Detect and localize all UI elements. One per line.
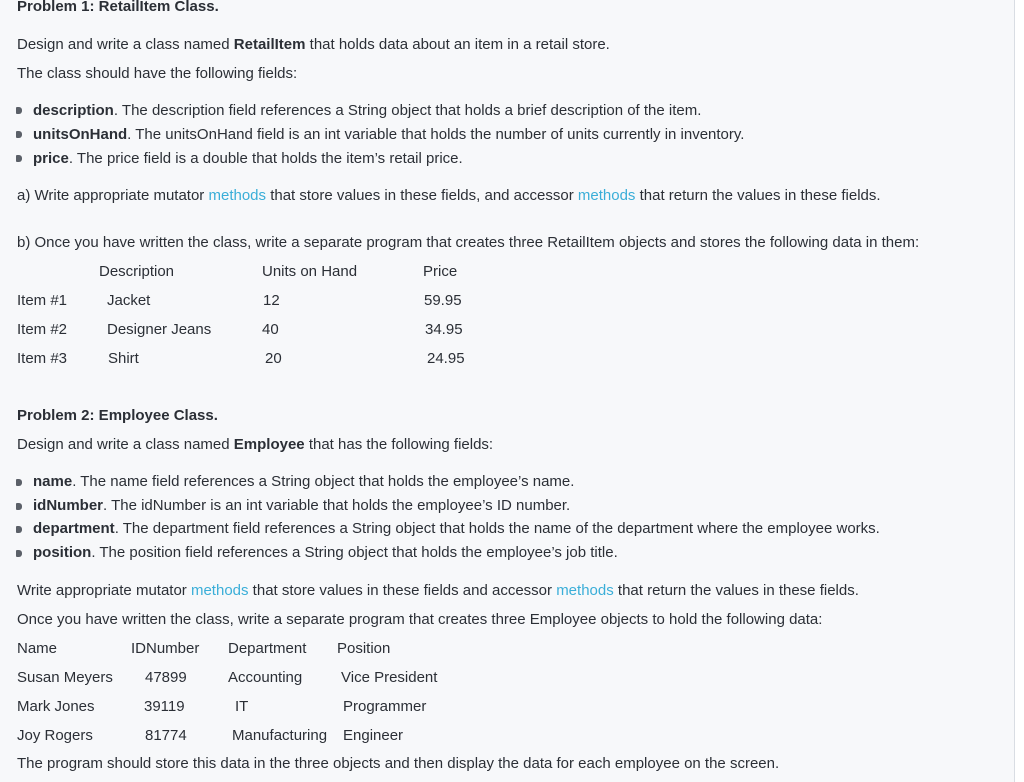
- problem2-intro-text: Design and write a class named: [17, 436, 234, 453]
- bullet-icon: [16, 503, 22, 510]
- table-cell-name: Mark Jones: [17, 698, 95, 715]
- field-text: . The unitsOnHand field is an int variable that holds the number of units currently in inventory.: [127, 126, 745, 143]
- table-cell-position: Programmer: [343, 698, 427, 715]
- methods-line-text: that return the values in these fields.: [613, 582, 859, 599]
- table-cell-price: 34.95: [425, 321, 463, 338]
- problem1-intro-text: Design and write a class named: [17, 36, 234, 53]
- methods-link[interactable]: methods: [556, 582, 614, 599]
- problem2-intro: [17, 435, 493, 455]
- bullet-item-department: [33, 519, 880, 539]
- field-term: position: [33, 544, 92, 561]
- problem1-intro: [17, 35, 610, 55]
- problem1-fields-line: The class should have the following fields:: [17, 65, 298, 82]
- methods-link[interactable]: methods: [208, 187, 267, 204]
- table-cell-department: IT: [235, 698, 249, 715]
- table-header-price: Price: [423, 263, 458, 280]
- part-a-line: [17, 186, 881, 206]
- field-text: . The position field references a String object that holds the employee’s job title.: [91, 544, 618, 561]
- methods-line-text: that store values in these fields and accessor: [248, 582, 557, 599]
- bullet-icon: [16, 131, 22, 138]
- field-term: idNumber: [33, 497, 104, 514]
- methods-line-text: Write appropriate mutator: [17, 582, 191, 599]
- table-cell-id: 81774: [145, 727, 187, 744]
- field-text: . The price field is a double that holds the item’s retail price.: [68, 150, 463, 167]
- field-term: unitsOnHand: [33, 126, 128, 143]
- table-cell-name: Susan Meyers: [17, 669, 113, 686]
- problem2-title: Problem 2: Employee Class.: [17, 407, 218, 424]
- field-text: . The department field references a String object that holds the name of the department where the employee works.: [114, 520, 880, 537]
- bullet-item-price: [33, 149, 463, 169]
- problem1-intro-text-end: that holds data about an item in a retail store.: [305, 36, 610, 53]
- bullet-icon: [16, 479, 22, 486]
- table-cell-description: Shirt: [108, 350, 139, 367]
- table-row-label: Item #3: [17, 350, 68, 367]
- table-cell-name: Joy Rogers: [17, 727, 93, 744]
- table-cell-units: 40: [262, 321, 279, 338]
- table-cell-price: 24.95: [427, 350, 465, 367]
- table-header-position: Position: [337, 640, 391, 657]
- program-line: Once you have written the class, write a separate program that creates three Employee objects to hold the following data:: [17, 611, 823, 628]
- bullet-item-idnumber: [33, 496, 570, 516]
- field-text: . The description field references a String object that holds a brief description of the item.: [113, 102, 702, 119]
- class-name-employee: Employee: [233, 436, 305, 453]
- field-text: . The idNumber is an int variable that holds the employee’s ID number.: [103, 497, 571, 514]
- table-cell-description: Jacket: [107, 292, 151, 309]
- field-term: price: [33, 150, 69, 167]
- table-header-department: Department: [228, 640, 307, 657]
- part-b-line: b) Once you have written the class, write a separate program that creates three RetailItem objects and stores the following data in them:: [17, 234, 920, 251]
- bullet-icon: [16, 550, 22, 557]
- table-cell-description: Designer Jeans: [107, 321, 212, 338]
- bullet-item-unitsonhand: [33, 125, 744, 145]
- table-row-label: Item #2: [17, 321, 68, 338]
- table-cell-department: Manufacturing: [232, 727, 328, 744]
- table-cell-id: 39119: [144, 698, 185, 715]
- bullet-icon: [16, 526, 22, 533]
- problem2-intro-text-end: that has the following fields:: [304, 436, 494, 453]
- table-cell-position: Vice President: [341, 669, 438, 686]
- problem1-title: Problem 1: RetailItem Class.: [17, 0, 219, 15]
- field-term: description: [33, 102, 114, 119]
- field-term: name: [33, 473, 73, 490]
- table-header-units: Units on Hand: [262, 263, 358, 280]
- bullet-item-position: [33, 543, 618, 563]
- table-cell-position: Engineer: [343, 727, 404, 744]
- table-row-label: Item #1: [17, 292, 68, 309]
- class-name-retailitem: RetailItem: [233, 36, 306, 53]
- bullet-icon: [16, 107, 22, 114]
- methods-link[interactable]: methods: [577, 187, 636, 204]
- methods-line: [17, 581, 859, 601]
- bullet-icon: [16, 155, 22, 162]
- table-cell-id: 47899: [145, 669, 187, 686]
- table-cell-price: 59.95: [424, 292, 462, 309]
- field-term: department: [33, 520, 115, 537]
- table-cell-units: 20: [265, 350, 282, 367]
- part-a-text: that return the values in these fields.: [635, 187, 881, 204]
- closing-line: The program should store this data in the three objects and then display the data for each employee on the screen.: [17, 755, 780, 772]
- field-text: . The name field references a String object that holds the employee’s name.: [72, 473, 575, 490]
- part-a-text: a) Write appropriate mutator: [17, 187, 209, 204]
- table-header-idnumber: IDNumber: [131, 640, 200, 657]
- methods-link[interactable]: methods: [190, 582, 249, 599]
- table-cell-units: 12: [263, 292, 280, 309]
- table-cell-department: Accounting: [228, 669, 303, 686]
- table-header-description: Description: [99, 263, 175, 280]
- bullet-item-name: [33, 472, 574, 492]
- bullet-item-description: [33, 101, 701, 121]
- table-header-name: Name: [17, 640, 58, 657]
- part-a-text: that store values in these fields, and accessor: [266, 187, 578, 204]
